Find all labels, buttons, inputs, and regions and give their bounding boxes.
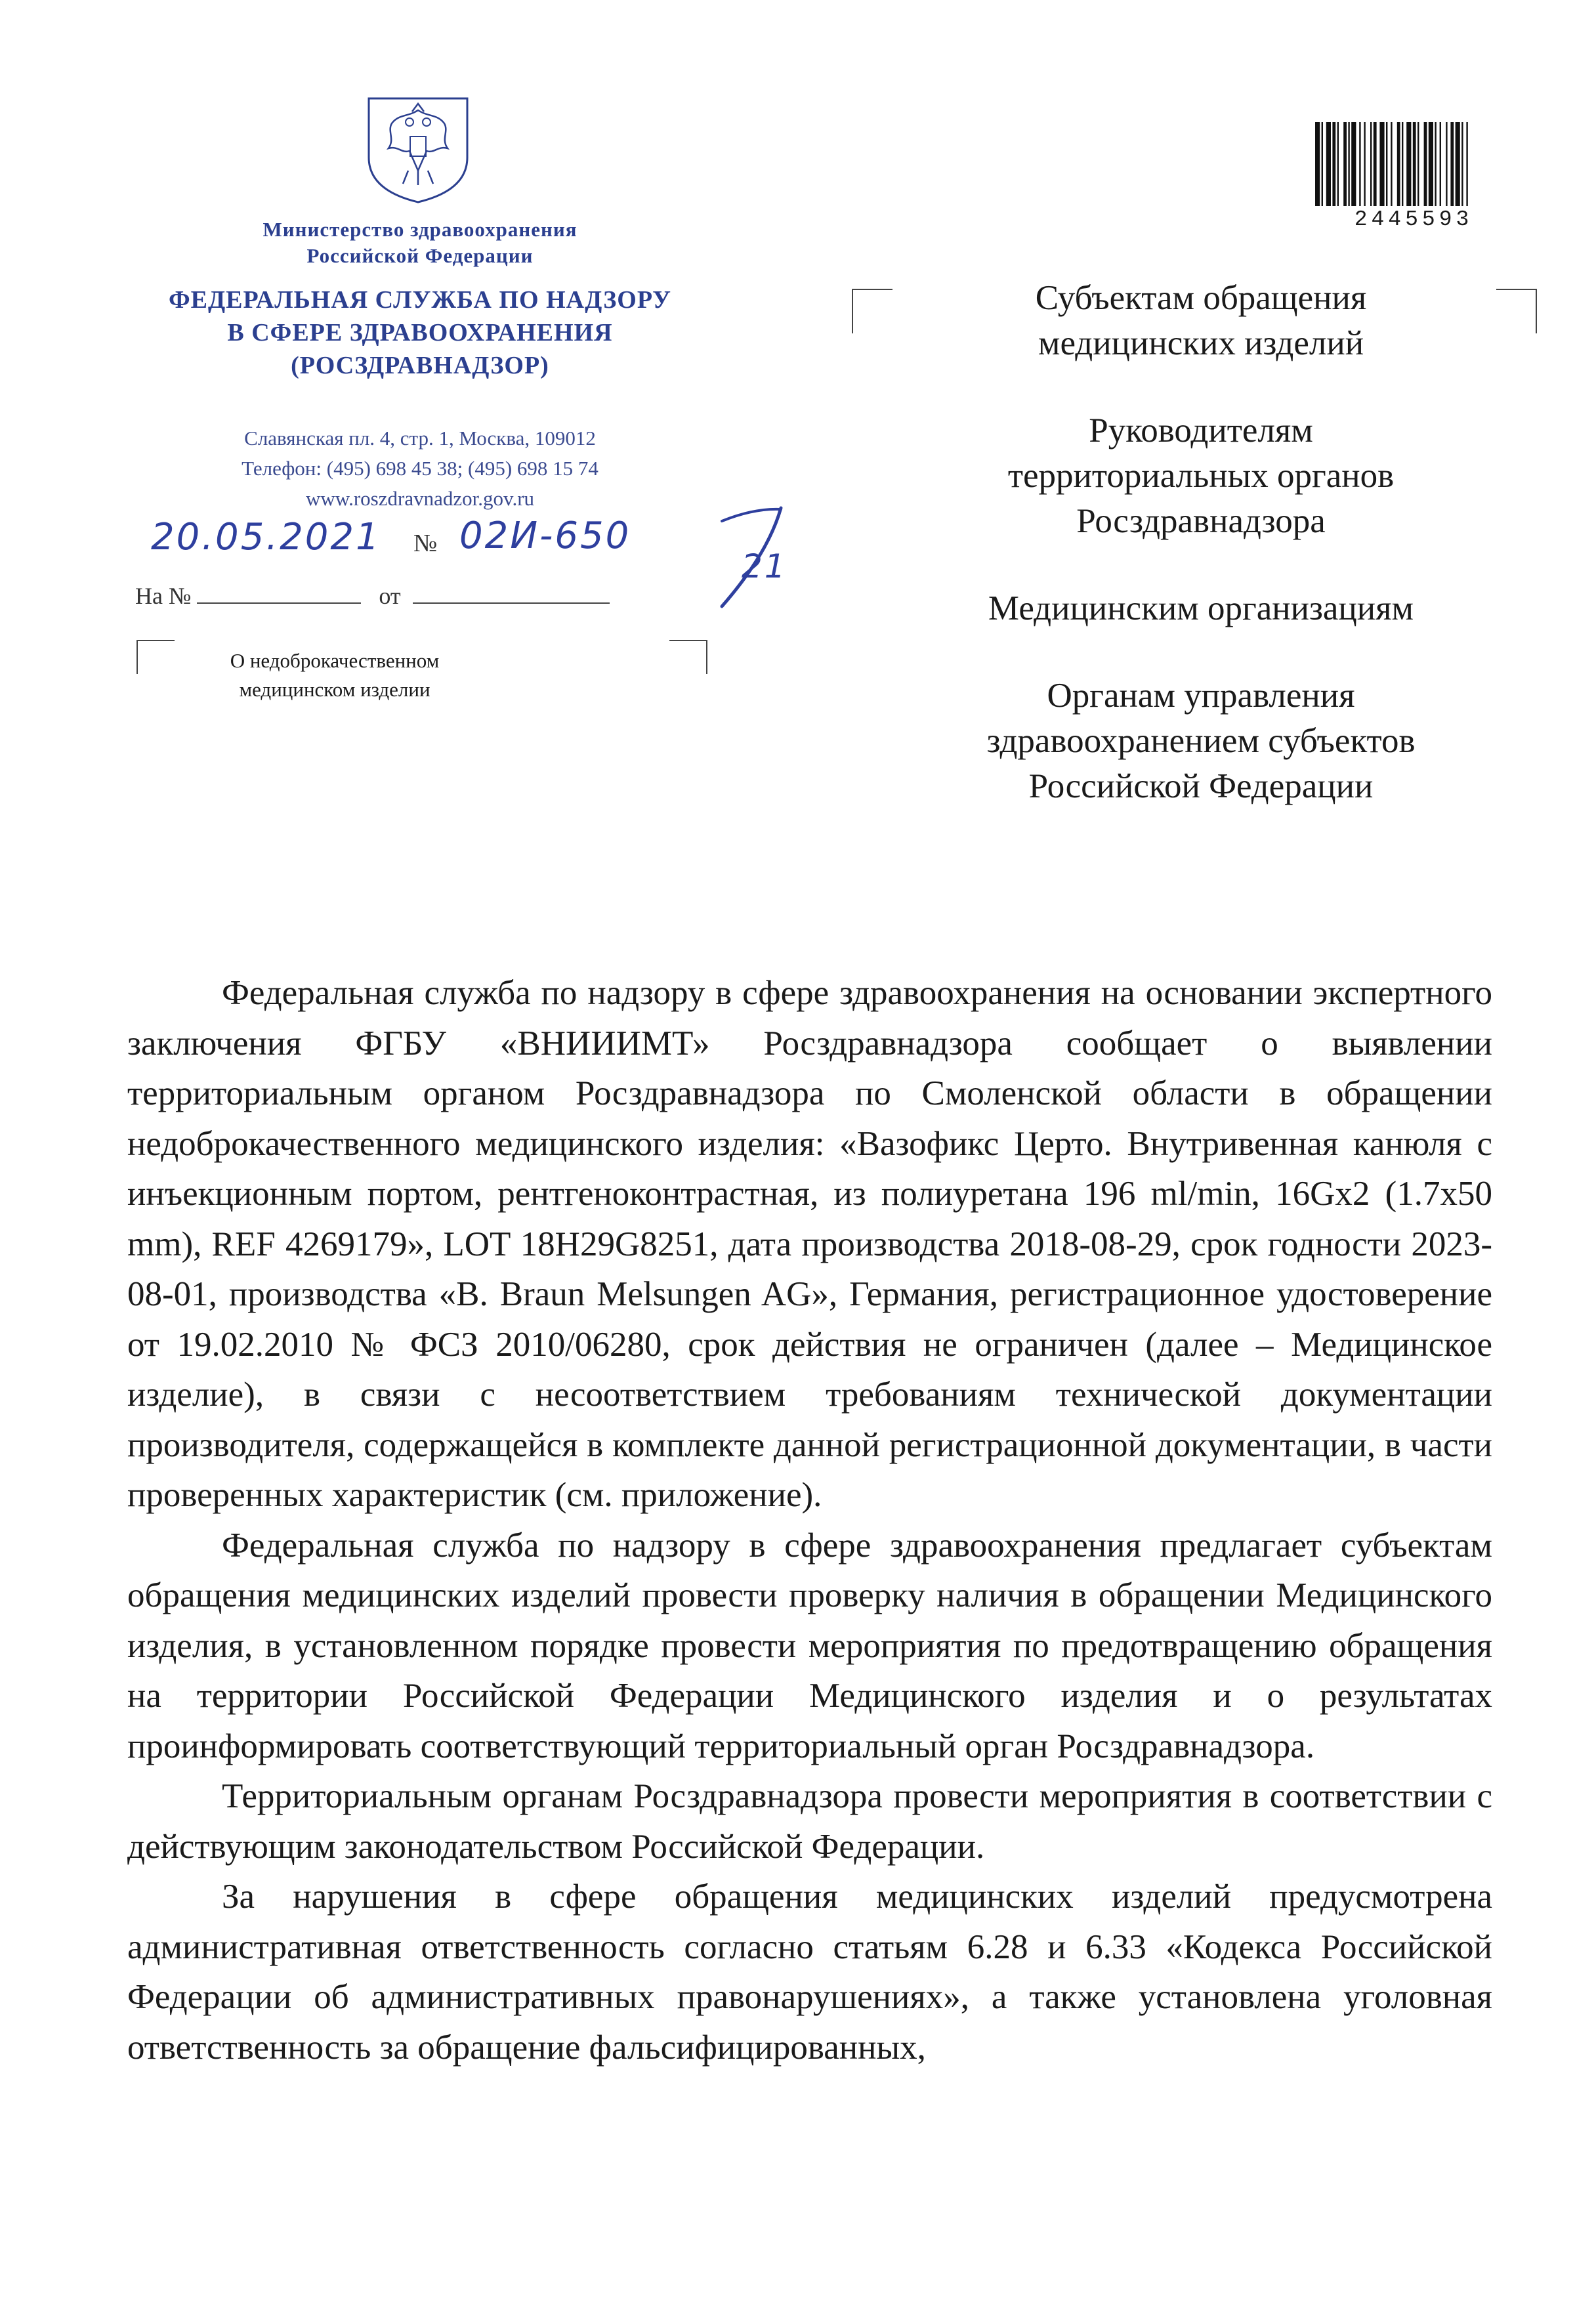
recipient-line: Руководителям <box>1089 411 1313 450</box>
recipient-line: здравоохранением субъектов <box>986 722 1416 760</box>
subject-bracket-right <box>669 640 707 674</box>
ref-date-label: от <box>379 583 401 609</box>
recipient-bracket-right <box>1496 289 1537 333</box>
barcode-bar <box>1418 122 1419 206</box>
barcode-bar <box>1326 122 1331 206</box>
coat-of-arms-icon <box>362 85 474 203</box>
barcode-number: 2445593 <box>1354 207 1473 232</box>
registration-row <box>151 515 807 593</box>
recipient-line: медицинских изделий <box>1038 324 1364 362</box>
recipient-group <box>919 408 1483 544</box>
barcode-bar <box>1397 122 1400 206</box>
address: Славянская пл. 4, стр. 1, Москва, 109012 <box>244 427 596 450</box>
body-paragraph: За нарушения в сфере обращения медицинских изделий предусмотрена административная ответственность согласно статьям 6.28 и 6.33 «Кодекса Российской Федерации об административных правонарушениях», а также установлена уголовная ответственность за обращение фальсифицированных, <box>127 1878 1492 2067</box>
barcode-bar <box>1374 122 1377 206</box>
ministry-line-1: Министерство здравоохранения <box>262 218 578 241</box>
reference-row <box>135 582 610 610</box>
barcode-bar <box>1450 122 1454 206</box>
subject-line <box>177 646 492 704</box>
agency-contacts <box>144 423 696 514</box>
barcode-bar <box>1429 122 1433 206</box>
letter-body <box>127 968 1492 2072</box>
website-link: www.roszdravnadzor.gov.ru <box>305 487 535 510</box>
phone: Телефон: (495) 698 45 38; (495) 698 15 74 <box>242 457 598 480</box>
agency-line-1: ФЕДЕРАЛЬНАЯ СЛУЖБА ПО НАДЗОРУ <box>169 286 671 314</box>
barcode-bar <box>1315 122 1320 206</box>
ministry-line-2: Российской Федерации <box>306 244 534 267</box>
recipient-line: Субъектам обращения <box>1035 279 1367 317</box>
document-year: 21 <box>742 547 788 585</box>
number-sign: № <box>413 530 438 557</box>
barcode-bar <box>1386 122 1387 206</box>
barcode-bar <box>1351 122 1356 206</box>
body-paragraph: Федеральная служба по надзору в сфере здравоохранения на основании экспертного заключения ФГБУ «ВНИИИМТ» Росздравнадзора сообщает о выявлении территориальным органом Росздравнадзора по Смоленской области в обращении недоброкачественного медицинского изделия: «Вазофикс Церто. Внутривенная канюля с инъекционным портом, рентгеноконтрастная, из полиуретана 196 ml/min, 16Gx2 (1.7x50 mm), REF 4269179», LOT 18H29G8251, дата производства 2018-08-29, срок годности 2023-08-01, производства «B. Braun Melsungen AG», Германия, регистрационное удостоверение от 19.02.2010 № ФСЗ 2010/06280, срок действия не ограничен (далее – Медицинское изделие), в связи с несоответствием требованиям технической документации производителя, содержащейся в комплекте данной регистрационной документации, в части проверенных характеристик (см. приложение). <box>127 974 1492 1514</box>
barcode-bar <box>1337 122 1339 206</box>
barcode-bar <box>1466 122 1467 206</box>
barcode-bar <box>1461 122 1463 206</box>
recipient-line: территориальных органов <box>1007 457 1395 495</box>
recipient-bracket-left <box>852 289 892 333</box>
barcode-bar <box>1343 122 1347 206</box>
barcode-bar <box>1456 122 1460 206</box>
barcode-bar <box>1402 122 1403 206</box>
recipient-line: Медицинским организациям <box>988 589 1414 627</box>
barcode-bar <box>1424 122 1427 206</box>
recipient-line: Российской Федерации <box>1028 767 1374 805</box>
barcode-bar <box>1406 122 1411 206</box>
ref-number-label: На № <box>135 583 192 609</box>
recipients-block <box>919 276 1483 851</box>
barcode-bar <box>1440 122 1441 206</box>
agency-line-2: В СФЕРЕ ЗДРАВООХРАНЕНИЯ <box>227 319 613 347</box>
subject-line-2: медицинском изделии <box>239 678 430 701</box>
ref-number-blank <box>197 585 361 604</box>
ministry-name <box>164 217 676 269</box>
ref-date-blank <box>413 585 610 604</box>
barcode-bar <box>1332 122 1335 206</box>
barcode-bar <box>1413 122 1416 206</box>
barcode-bar <box>1348 122 1349 206</box>
recipient-line: Органам управления <box>1047 677 1355 715</box>
recipient-group <box>919 673 1483 809</box>
recipient-line: Росздравнадзора <box>1076 502 1326 540</box>
subject-line-1: О недоброкачественном <box>230 649 440 672</box>
barcode-bar <box>1379 122 1384 206</box>
barcode-bar <box>1435 122 1436 206</box>
barcode-bar <box>1322 122 1323 206</box>
agency-name <box>112 284 728 382</box>
barcode-bar <box>1446 122 1447 206</box>
document-number: 02И-650 <box>459 515 631 557</box>
subject-bracket-left <box>136 640 175 674</box>
barcode-bar <box>1364 122 1365 206</box>
barcode-bar <box>1391 122 1392 206</box>
recipient-group <box>919 276 1483 366</box>
barcode-bar <box>1359 122 1360 206</box>
body-paragraph: Федеральная служба по надзору в сфере здравоохранения предлагает субъектам обращения медицинских изделий провести проверку наличия в обращении Медицинского изделия, в установленном порядке провести мероприятия по предотвращению обращения на территории Российской Федерации Медицинского изделия и о результатах проинформировать соответствующий территориальный орган Росздравнадзора. <box>127 1526 1492 1765</box>
agency-line-3: (РОСЗДРАВНАДЗОР) <box>291 352 549 379</box>
barcode-icon <box>1315 122 1512 206</box>
barcode-bar <box>1370 122 1372 206</box>
document-date: 20.05.2021 <box>151 516 381 558</box>
recipient-group <box>919 586 1483 631</box>
body-paragraph: Территориальным органам Росздравнадзора провести мероприятия в соответствии с действующим законодательством Российской Федерации. <box>127 1777 1492 1866</box>
